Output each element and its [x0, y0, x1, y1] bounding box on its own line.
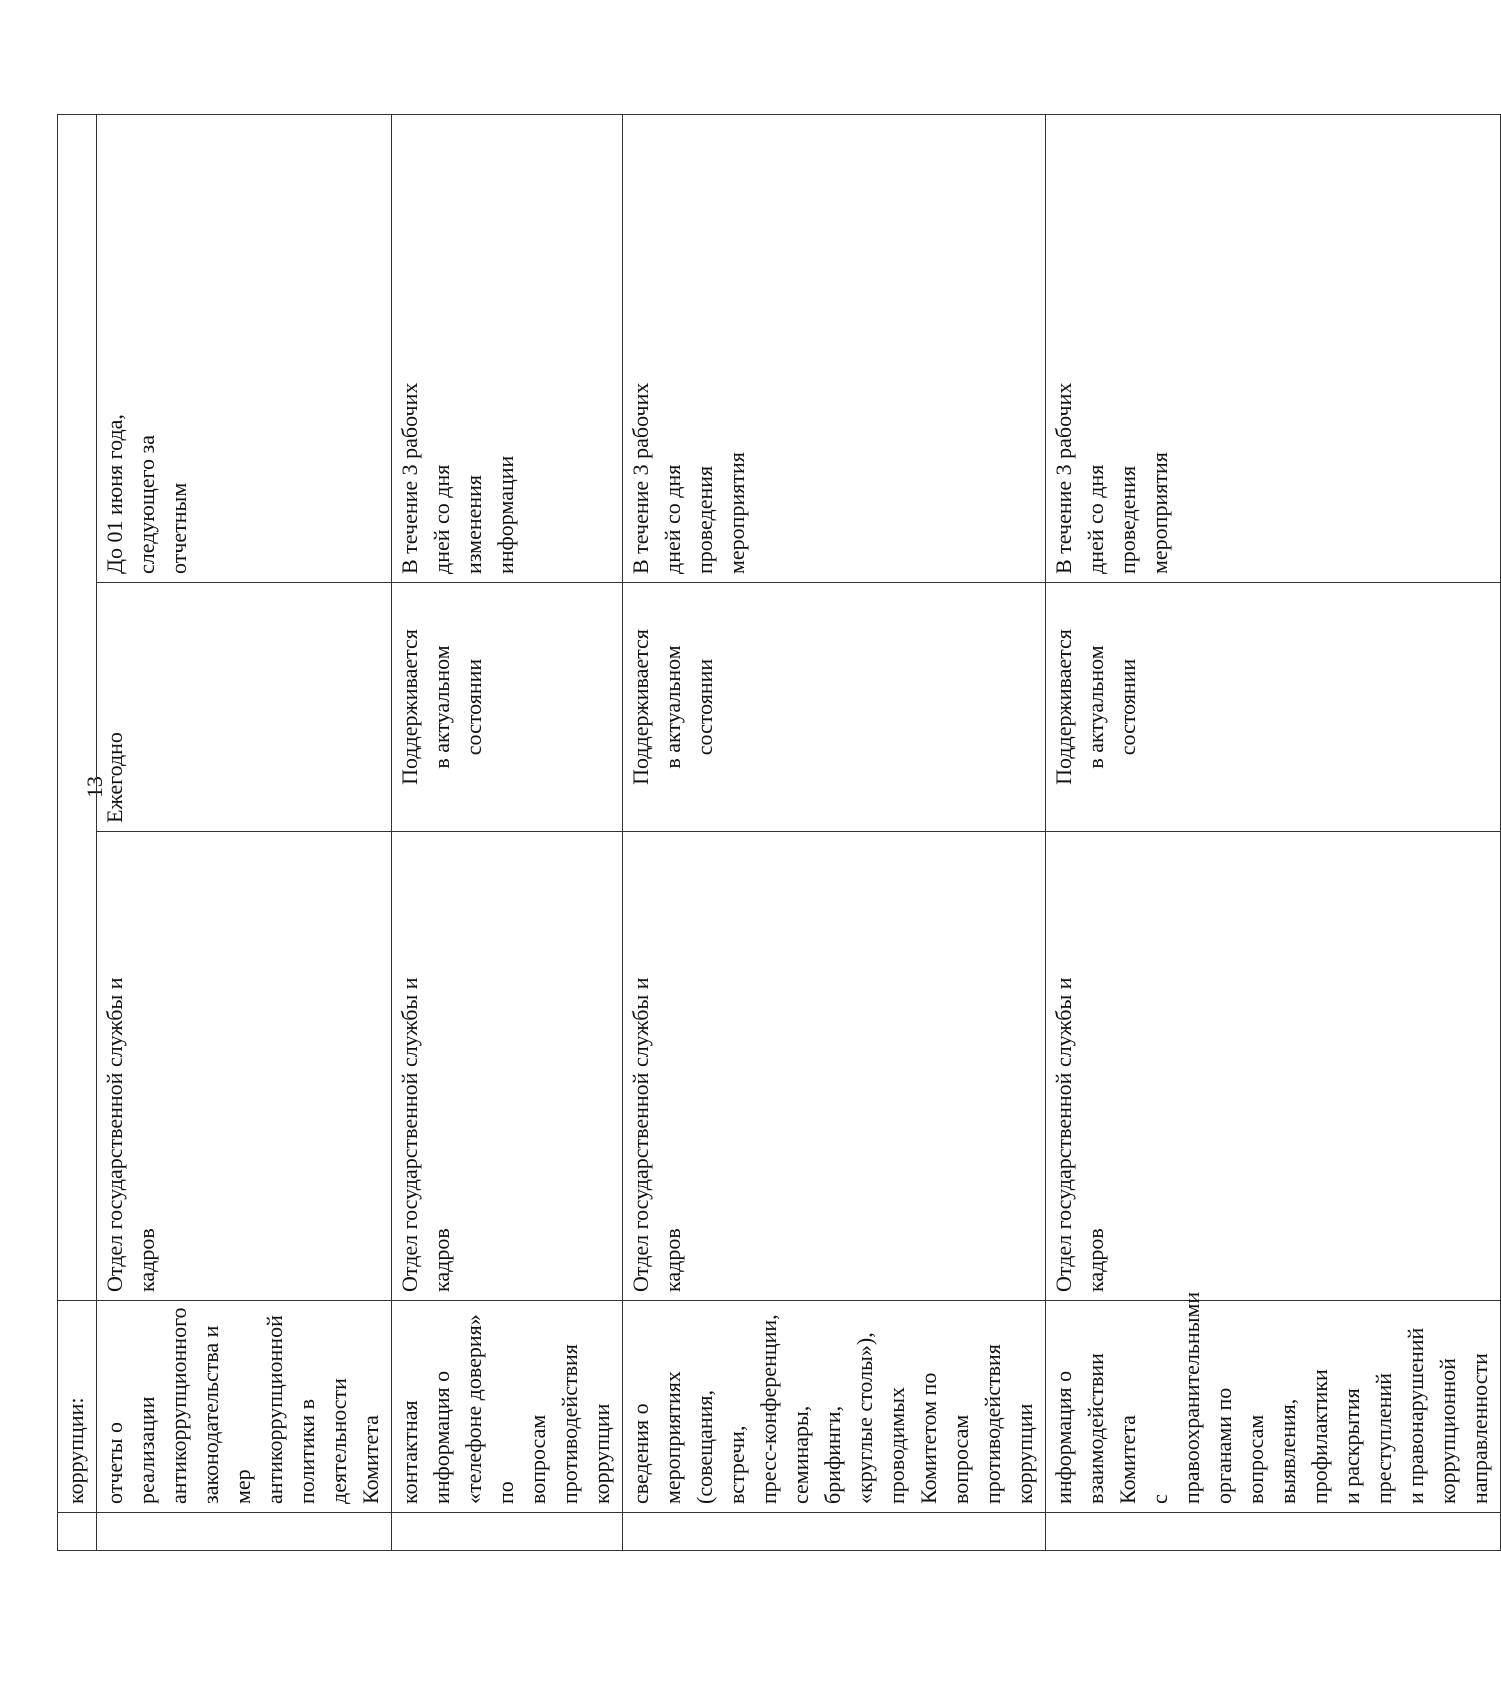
cell-responsible: Отдел государственной службы и кадров [97, 832, 392, 1301]
cell-number [58, 1513, 97, 1551]
cell-measure-name: коррупции: [58, 1301, 97, 1513]
cell-number [392, 1513, 623, 1551]
cell-measure-name: информация о взаимодействии Комитета с правоохранительными органами по вопросам выявления, профилактики и раскрытия преступлений и правонарушений коррупционной направленности [1046, 1301, 1501, 1513]
cell-number [1046, 1513, 1501, 1551]
table-row [623, 114, 1046, 1550]
cell-deadline: До 01 июня года, следующего за отчетным [97, 114, 392, 582]
cell-deadline: В течение 3 рабочих дней со дня изменения информации [392, 114, 623, 582]
page-number: 13 [82, 776, 107, 798]
cell-responsible: Отдел государственной службы и кадров [392, 832, 623, 1301]
cell-frequency: Поддерживается в актуальном состоянии [623, 583, 1046, 832]
cell-measure-name: контактная информация о «телефоне доверия» по вопросам противодействия коррупции [392, 1301, 623, 1513]
cell-number [97, 1513, 392, 1551]
cell-measure-name: отчеты о реализации антикоррупционного законодательства и мер антикоррупционной политики в деятельности Комитета [97, 1301, 392, 1513]
table-row [97, 114, 392, 1550]
cell-responsible: Отдел государственной службы и кадров [1046, 832, 1501, 1301]
cell-responsible: Отдел государственной службы и кадров [623, 832, 1046, 1301]
cell-empty [58, 114, 97, 1300]
cell-measure-name: сведения о мероприятиях (совещания, встречи, пресс-конференции, семинары, брифинги, «круглые столы»), проводимых Комитетом по вопросам противодействия коррупции [623, 1301, 1046, 1513]
cell-frequency: Ежегодно [97, 583, 392, 832]
table-row [392, 114, 623, 1550]
table-row-continuation [58, 114, 97, 1550]
cell-frequency: Поддерживается в актуальном состоянии [1046, 583, 1501, 832]
cell-deadline: В течение 3 рабочих дней со дня проведения мероприятия [623, 114, 1046, 582]
table-row [1046, 114, 1501, 1550]
measures-table [57, 114, 1501, 1551]
cell-frequency: Поддерживается в актуальном состоянии [392, 583, 623, 832]
cell-number [623, 1513, 1046, 1551]
cell-deadline: В течение 3 рабочих дней со дня проведения мероприятия [1046, 114, 1501, 582]
